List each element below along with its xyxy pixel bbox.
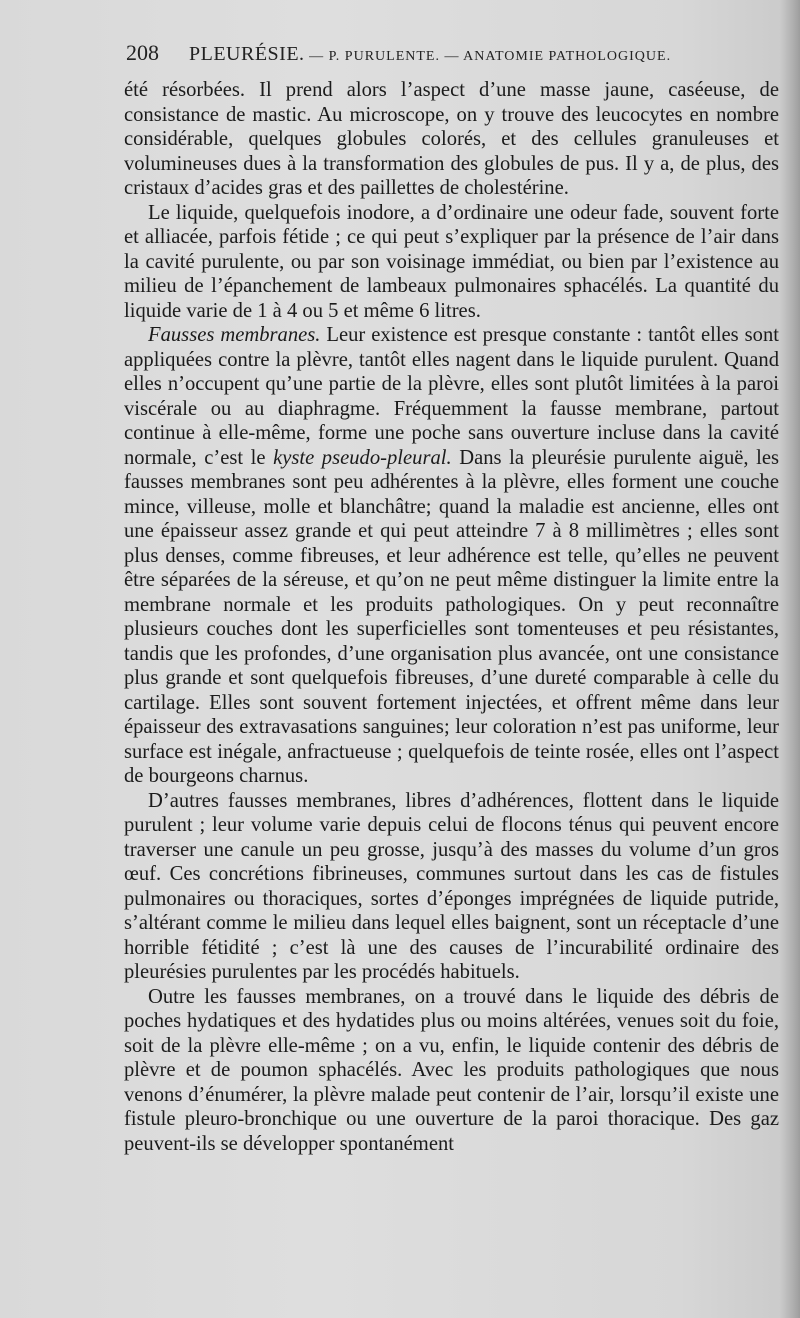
paragraph-outre: Outre les fausses membranes, on a trouvé dans le liquide des débris de poches hydatiques et des hydatides plus ou moins altérées, venues soit du foie, soit de la plèvre elle-même ; on a vu, enfin, le liquide contenir des débris de plèvre et de poumon sphacélés. Avec les produits pathologiques que nous venons d’énumérer, la plèvre malade peut contenir de l’air, lorsqu’il existe une fistule pleuro-bronchique ou une ouverture de la paroi thoracique. Des gaz peuvent-ils se développer spontanément <box>124 985 779 1155</box>
page-number: 208 <box>126 40 159 65</box>
running-header <box>126 40 780 70</box>
italic-term: kyste pseudo-pleural. <box>273 446 452 469</box>
paragraph-text-part-a: Leur existence est presque constante : tantôt elles sont appliquées contre la plèvre, tantôt elles nagent dans le liquide purulent. Quand elles n’occupent qu’une partie de la plèvre, elles sont plutôt limitées à la paroi viscérale ou au diaphragme. Fréquemment la fausse membrane, partout continue à elle-même, forme une poche sans ouverture incluse dans la cavité normale, c’est le <box>124 324 779 469</box>
paragraph-fausses-membranes <box>124 323 779 789</box>
section-heading-italic: Fausses membranes. <box>148 324 321 346</box>
running-title <box>189 43 671 66</box>
paragraph-liquide: Le liquide, quelquefois inodore, a d’ordinaire une odeur fade, souvent forte et alliacée, parfois fétide ; ce qui peut s’expliquer par la présence de l’air dans la cavité purulente, ou par son voisinage immédiat, ou bien par l’existence au milieu de l’épanchement de lambeaux pulmonaires sphacélés. La quantité du liquide varie de 1 à 4 ou 5 et même 6 litres. <box>124 201 779 322</box>
running-title-main: PLEURÉSIE. <box>189 43 305 65</box>
paragraph-autres-fausses-membranes: D’autres fausses membranes, libres d’adhérences, flottent dans le liquide purulent ; leur volume varie depuis celui de flocons ténus qui peuvent encore traverser une canule un peu grosse, jusqu’à des masses du volume d’un gros œuf. Ces concrétions fibrineuses, communes surtout dans les cas de fistules pulmonaires ou thoraciques, sortes d’éponges imprégnées de liquide putride, s’altérant comme le milieu dans lequel elles baignent, sont un réceptacle d’une horrible fétidité ; c’est là une des causes de l’incurabilité ordinaire des pleurésies purulentes par les procédés habituels. <box>124 789 779 983</box>
paragraph-text-part-b: Dans la pleurésie purulente aiguë, les fausses membranes sont peu adhérentes à la plèvre, elles forment une couche mince, villeuse, molle et blanchâtre; quand la maladie est ancienne, elles ont une épaisseur assez grande et qui peut atteindre 7 à 8 millimètres ; elles sont plus denses, comme fibreuses, et leur adhérence est telle, qu’elles ne peuvent être séparées de la séreuse, et qu’on ne peut même distinguer la limite entre la membrane normale et les produits pathologiques. On y peut reconnaître plusieurs couches dont les superficielles sont tomenteuses et peu résistantes, tandis que les profondes, d’une organisation plus avancée, ont une consistance plus grande et sont quelquefois fibreuses, d’une dureté comparable à celle du cartilage. Elles sont souvent fortement injectées, et offrent même dans leur épaisseur des extravasations sanguines; leur coloration n’est pas uniforme, leur surface est inégale, anfractueuse ; quelquefois de teinte rosée, elles ont l’aspect de bourgeons charnus. <box>124 446 779 787</box>
paragraph-continuation: été résorbées. Il prend alors l’aspect d’une masse jaune, caséeuse, de consistance de mastic. Au microscope, on y trouve des leucocytes en nombre considérable, quelques globules colorés, et des cellules granuleuses et volumineuses dues à la transformation des globules de pus. Il y a, de plus, des cristaux d’acides gras et des paillettes de cholestérine. <box>124 79 779 199</box>
running-title-sub: — P. PURULENTE. — ANATOMIE PATHOLOGIQUE. <box>304 49 672 64</box>
body-text <box>124 78 779 1156</box>
page-edge-shadow <box>780 0 800 1318</box>
